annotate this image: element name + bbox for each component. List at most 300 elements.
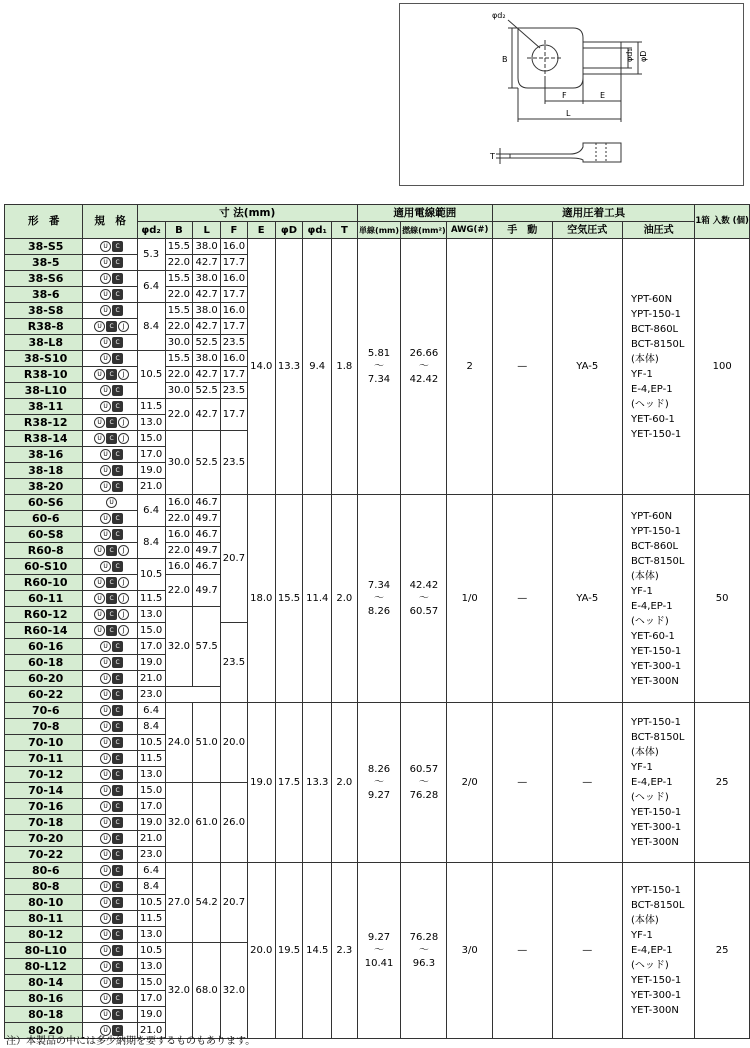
model-cell: 70-12 bbox=[5, 767, 83, 783]
csa-mark: C bbox=[106, 625, 117, 636]
d1-cell: 14.5 bbox=[303, 863, 332, 1039]
csa-mark: C bbox=[112, 529, 123, 540]
csa-mark: C bbox=[112, 897, 123, 908]
std-marks bbox=[100, 833, 124, 844]
header-B: B bbox=[165, 222, 193, 239]
d2-cell: 19.0 bbox=[137, 815, 165, 831]
model-cell: R60-10 bbox=[5, 575, 83, 591]
std-marks bbox=[94, 577, 130, 588]
t-cell: 2.3 bbox=[332, 863, 358, 1039]
ul-mark: U bbox=[94, 545, 105, 556]
model-cell: 80-11 bbox=[5, 911, 83, 927]
ul-mark: U bbox=[100, 865, 111, 876]
single-wire-cell: 8.26 〜 9.27 bbox=[357, 703, 401, 863]
std-marks bbox=[100, 449, 124, 460]
std-marks bbox=[100, 1009, 124, 1020]
manual-tool-cell: — bbox=[493, 863, 553, 1039]
std-marks bbox=[100, 753, 124, 764]
csa-mark: C bbox=[112, 833, 123, 844]
ul-mark: U bbox=[100, 449, 111, 460]
model-cell: 80-14 bbox=[5, 975, 83, 991]
csa-mark: C bbox=[112, 689, 123, 700]
hydraulic-tool-cell: YPT-150-1 BCT-8150L (本体) YF-1 E-4,EP-1 (ヘッド) YET-150-1 YET-300-1 YET-300N bbox=[623, 703, 695, 863]
ul-mark: U bbox=[100, 289, 111, 300]
model-cell: R38-14 bbox=[5, 431, 83, 447]
ul-mark: U bbox=[100, 929, 111, 940]
std-marks bbox=[100, 673, 124, 684]
b-cell: 32.0 bbox=[165, 607, 193, 687]
model-cell: 38-L8 bbox=[5, 335, 83, 351]
label-F: F bbox=[562, 91, 567, 100]
std-marks bbox=[100, 849, 124, 860]
model-cell: R60-12 bbox=[5, 607, 83, 623]
model-cell: 70-6 bbox=[5, 703, 83, 719]
ul-mark: U bbox=[94, 321, 105, 332]
footnote: 注）本製品の中には多少納期を要するものもあります。 bbox=[6, 1036, 256, 1047]
ul-mark: U bbox=[100, 481, 111, 492]
f-cell: 23.5 bbox=[221, 431, 248, 495]
model-cell: 60-18 bbox=[5, 655, 83, 671]
csa-mark: C bbox=[112, 449, 123, 460]
d2-cell: 19.0 bbox=[137, 655, 165, 671]
model-cell: R38-8 bbox=[5, 319, 83, 335]
d2-cell: 21.0 bbox=[137, 671, 165, 687]
f-cell: 32.0 bbox=[221, 943, 248, 1039]
l-cell: 52.5 bbox=[193, 431, 221, 495]
l-cell: 38.0 bbox=[193, 351, 221, 367]
csa-mark: C bbox=[112, 993, 123, 1004]
csa-mark: C bbox=[112, 673, 123, 684]
csa-mark: C bbox=[112, 401, 123, 412]
t-cell: 2.0 bbox=[332, 495, 358, 703]
csa-mark: C bbox=[106, 417, 117, 428]
std-marks bbox=[100, 817, 124, 828]
model-cell: 80-8 bbox=[5, 879, 83, 895]
b-cell: 15.5 bbox=[165, 351, 193, 367]
b-cell: 22.0 bbox=[165, 511, 193, 527]
std-marks bbox=[100, 353, 124, 364]
model-cell: 80-L10 bbox=[5, 943, 83, 959]
stranded-wire-cell: 42.42 〜 60.57 bbox=[401, 495, 447, 703]
std-marks bbox=[100, 737, 124, 748]
header-stranded: 撚線(mm²) bbox=[401, 222, 447, 239]
csa-mark: C bbox=[112, 513, 123, 524]
ul-mark: U bbox=[94, 577, 105, 588]
d2-cell: 17.0 bbox=[137, 447, 165, 463]
f-cell: 17.7 bbox=[221, 319, 248, 335]
d2-cell: 11.5 bbox=[137, 591, 165, 607]
ul-mark: U bbox=[100, 1009, 111, 1020]
d2-cell: 17.0 bbox=[137, 799, 165, 815]
table-row bbox=[5, 495, 750, 511]
ul-mark: U bbox=[100, 849, 111, 860]
ul-mark: U bbox=[100, 257, 111, 268]
label-T: T bbox=[490, 152, 495, 161]
label-B: B bbox=[502, 55, 508, 64]
awg-cell: 3/0 bbox=[447, 863, 493, 1039]
pneumatic-tool-cell: — bbox=[552, 863, 622, 1039]
ul-mark: U bbox=[94, 625, 105, 636]
standard-cell bbox=[83, 527, 137, 543]
model-cell: 70-11 bbox=[5, 751, 83, 767]
model-cell: 38-16 bbox=[5, 447, 83, 463]
d2-cell: 15.0 bbox=[137, 975, 165, 991]
std-marks bbox=[94, 321, 130, 332]
header-model: 形 番 bbox=[5, 205, 83, 239]
csa-mark: C bbox=[106, 577, 117, 588]
single-wire-cell: 5.81 〜 7.34 bbox=[357, 239, 401, 495]
csa-mark: C bbox=[112, 257, 123, 268]
model-cell: 38-18 bbox=[5, 463, 83, 479]
ul-mark: U bbox=[100, 993, 111, 1004]
std-marks bbox=[94, 545, 130, 556]
model-cell: R38-10 bbox=[5, 367, 83, 383]
csa-mark: C bbox=[112, 289, 123, 300]
std-marks bbox=[100, 913, 124, 924]
jis-mark: J bbox=[118, 577, 129, 588]
b-cell: 22.0 bbox=[165, 399, 193, 431]
ul-mark: U bbox=[100, 913, 111, 924]
csa-mark: C bbox=[112, 929, 123, 940]
jis-mark: J bbox=[118, 609, 129, 620]
l-cell: 38.0 bbox=[193, 303, 221, 319]
d-cell: 15.5 bbox=[275, 495, 303, 703]
standard-cell bbox=[83, 271, 137, 287]
ul-mark: U bbox=[100, 465, 111, 476]
label-phi-d2: φd₂ bbox=[492, 11, 506, 20]
f-cell: 23.5 bbox=[221, 335, 248, 351]
table-row bbox=[5, 703, 750, 719]
l-cell: 38.0 bbox=[193, 239, 221, 255]
t-cell: 1.8 bbox=[332, 239, 358, 495]
d2-cell: 23.0 bbox=[137, 687, 165, 703]
ul-mark: U bbox=[100, 561, 111, 572]
standard-cell bbox=[83, 575, 137, 591]
header-awg: AWG(#) bbox=[447, 222, 493, 239]
stranded-wire-cell: 76.28 〜 96.3 bbox=[401, 863, 447, 1039]
b-cell: 27.0 bbox=[165, 863, 193, 943]
standard-cell bbox=[83, 735, 137, 751]
ul-mark: U bbox=[100, 881, 111, 892]
l-cell: 42.7 bbox=[193, 367, 221, 383]
e-cell: 20.0 bbox=[247, 863, 275, 1039]
d2-cell: 6.4 bbox=[137, 863, 165, 879]
ul-mark: U bbox=[100, 513, 111, 524]
d2-cell: 19.0 bbox=[137, 1007, 165, 1023]
d2-cell: 15.0 bbox=[137, 431, 165, 447]
header-D: φD bbox=[275, 222, 303, 239]
model-cell: 60-11 bbox=[5, 591, 83, 607]
model-cell: R38-12 bbox=[5, 415, 83, 431]
standard-cell bbox=[83, 799, 137, 815]
e-cell: 18.0 bbox=[247, 495, 275, 703]
ul-mark: U bbox=[94, 433, 105, 444]
standard-cell bbox=[83, 303, 137, 319]
jis-mark: J bbox=[118, 417, 129, 428]
terminal-drawing bbox=[400, 4, 743, 185]
standard-cell bbox=[83, 607, 137, 623]
d2-cell: 8.4 bbox=[137, 527, 165, 559]
model-cell: 60-S8 bbox=[5, 527, 83, 543]
ul-mark: U bbox=[100, 337, 111, 348]
csa-mark: C bbox=[112, 785, 123, 796]
std-marks bbox=[100, 929, 124, 940]
ul-mark: U bbox=[100, 945, 111, 956]
csa-mark: C bbox=[112, 769, 123, 780]
standard-cell bbox=[83, 719, 137, 735]
qty-cell: 100 bbox=[695, 239, 750, 495]
model-cell: 38-5 bbox=[5, 255, 83, 271]
ul-mark: U bbox=[100, 641, 111, 652]
std-marks bbox=[100, 865, 124, 876]
ul-mark: U bbox=[100, 801, 111, 812]
standard-cell bbox=[83, 639, 137, 655]
std-marks bbox=[100, 993, 124, 1004]
l-cell: 49.7 bbox=[193, 543, 221, 559]
ul-mark: U bbox=[100, 353, 111, 364]
header-wire-group: 適用電線範囲 bbox=[357, 205, 492, 222]
b-cell: 15.5 bbox=[165, 271, 193, 287]
b-cell: 15.5 bbox=[165, 303, 193, 319]
standard-cell bbox=[83, 863, 137, 879]
d2-cell: 13.0 bbox=[137, 415, 165, 431]
csa-mark: C bbox=[112, 385, 123, 396]
header-pneumatic: 空気圧式 bbox=[552, 222, 622, 239]
header-tool-group: 適用圧着工具 bbox=[493, 205, 695, 222]
model-cell: 38-S10 bbox=[5, 351, 83, 367]
label-phi-D: φD bbox=[639, 50, 648, 62]
model-cell: 80-10 bbox=[5, 895, 83, 911]
csa-mark: C bbox=[112, 353, 123, 364]
standard-cell bbox=[83, 911, 137, 927]
model-cell: 80-16 bbox=[5, 991, 83, 1007]
standard-cell bbox=[83, 815, 137, 831]
ul-mark: U bbox=[100, 401, 111, 412]
d2-cell: 10.5 bbox=[137, 351, 165, 399]
model-cell: 38-20 bbox=[5, 479, 83, 495]
csa-mark: C bbox=[106, 321, 117, 332]
d2-cell: 23.0 bbox=[137, 847, 165, 863]
b-cell: 22.0 bbox=[165, 319, 193, 335]
standard-cell bbox=[83, 943, 137, 959]
model-cell: 38-11 bbox=[5, 399, 83, 415]
std-marks bbox=[94, 609, 130, 620]
ul-mark: U bbox=[100, 273, 111, 284]
b-cell: 30.0 bbox=[165, 383, 193, 399]
b-cell: 16.0 bbox=[165, 527, 193, 543]
d2-cell: 8.4 bbox=[137, 879, 165, 895]
model-cell: 60-6 bbox=[5, 511, 83, 527]
csa-mark: C bbox=[112, 241, 123, 252]
standard-cell bbox=[83, 879, 137, 895]
std-marks bbox=[100, 305, 124, 316]
standard-cell bbox=[83, 351, 137, 367]
csa-mark: C bbox=[112, 561, 123, 572]
model-cell: R60-14 bbox=[5, 623, 83, 639]
ul-mark: U bbox=[106, 497, 117, 508]
b-cell: 30.0 bbox=[165, 335, 193, 351]
standard-cell bbox=[83, 959, 137, 975]
d2-cell: 21.0 bbox=[137, 831, 165, 847]
header-manual: 手 動 bbox=[493, 222, 553, 239]
header-d1: φd₁ bbox=[303, 222, 332, 239]
standard-cell bbox=[83, 623, 137, 639]
d2-cell: 5.3 bbox=[137, 239, 165, 271]
std-marks bbox=[100, 641, 124, 652]
standard-cell bbox=[83, 255, 137, 271]
d1-cell: 13.3 bbox=[303, 703, 332, 863]
std-marks bbox=[100, 769, 124, 780]
ul-mark: U bbox=[100, 385, 111, 396]
std-marks bbox=[100, 945, 124, 956]
l-cell: 42.7 bbox=[193, 287, 221, 303]
t-cell: 2.0 bbox=[332, 703, 358, 863]
l-cell: 54.2 bbox=[193, 863, 221, 943]
standard-cell bbox=[83, 991, 137, 1007]
std-marks bbox=[100, 401, 124, 412]
std-marks bbox=[100, 289, 124, 300]
std-marks bbox=[100, 961, 124, 972]
d2-cell: 6.4 bbox=[137, 271, 165, 303]
spec-table bbox=[4, 204, 750, 1039]
model-cell: 70-8 bbox=[5, 719, 83, 735]
csa-mark: C bbox=[112, 273, 123, 284]
model-cell: 80-18 bbox=[5, 1007, 83, 1023]
model-cell: 80-6 bbox=[5, 863, 83, 879]
ul-mark: U bbox=[100, 897, 111, 908]
label-E: E bbox=[600, 91, 606, 100]
header-E: E bbox=[247, 222, 275, 239]
standard-cell bbox=[83, 1007, 137, 1023]
standard-cell bbox=[83, 831, 137, 847]
header-F: F bbox=[221, 222, 248, 239]
f-cell: 17.7 bbox=[221, 255, 248, 271]
ul-mark: U bbox=[100, 721, 111, 732]
std-marks bbox=[94, 369, 130, 380]
l-cell: 46.7 bbox=[193, 527, 221, 543]
std-marks bbox=[100, 241, 124, 252]
d2-cell: 13.0 bbox=[137, 767, 165, 783]
model-cell: 38-S8 bbox=[5, 303, 83, 319]
std-marks bbox=[100, 801, 124, 812]
d-cell: 17.5 bbox=[275, 703, 303, 863]
csa-mark: C bbox=[106, 433, 117, 444]
csa-mark: C bbox=[112, 721, 123, 732]
header-standard: 規 格 bbox=[83, 205, 137, 239]
table-row bbox=[5, 239, 750, 255]
std-marks bbox=[100, 273, 124, 284]
qty-cell: 50 bbox=[695, 495, 750, 703]
d2-cell: 8.4 bbox=[137, 303, 165, 351]
jis-mark: J bbox=[118, 369, 129, 380]
b-cell: 16.0 bbox=[165, 495, 193, 511]
standard-cell bbox=[83, 447, 137, 463]
d2-cell: 10.5 bbox=[137, 895, 165, 911]
d1-cell: 11.4 bbox=[303, 495, 332, 703]
std-marks bbox=[100, 529, 124, 540]
b-cell: 22.0 bbox=[165, 575, 193, 607]
jis-mark: J bbox=[118, 545, 129, 556]
f-cell: 20.7 bbox=[221, 863, 248, 943]
qty-cell: 25 bbox=[695, 863, 750, 1039]
std-marks bbox=[100, 465, 124, 476]
l-cell: 46.7 bbox=[193, 495, 221, 511]
standard-cell bbox=[83, 543, 137, 559]
csa-mark: C bbox=[112, 865, 123, 876]
d-cell: 13.3 bbox=[275, 239, 303, 495]
standard-cell bbox=[83, 591, 137, 607]
standard-cell bbox=[83, 319, 137, 335]
e-cell: 19.0 bbox=[247, 703, 275, 863]
d2-cell: 13.0 bbox=[137, 927, 165, 943]
csa-mark: C bbox=[112, 737, 123, 748]
csa-mark: C bbox=[112, 817, 123, 828]
l-cell: 52.5 bbox=[193, 335, 221, 351]
std-marks bbox=[94, 433, 130, 444]
csa-mark: C bbox=[112, 913, 123, 924]
l-cell: 42.7 bbox=[193, 255, 221, 271]
csa-mark: C bbox=[112, 1025, 123, 1036]
single-wire-cell: 9.27 〜 10.41 bbox=[357, 863, 401, 1039]
l-cell: 49.7 bbox=[193, 575, 221, 607]
pneumatic-tool-cell: — bbox=[552, 703, 622, 863]
standard-cell bbox=[83, 783, 137, 799]
model-cell: 80-L12 bbox=[5, 959, 83, 975]
f-cell: 20.0 bbox=[221, 703, 248, 783]
d2-cell: 10.5 bbox=[137, 943, 165, 959]
d2-cell: 17.0 bbox=[137, 639, 165, 655]
header-hydraulic: 油圧式 bbox=[623, 222, 695, 239]
jis-mark: J bbox=[118, 625, 129, 636]
f-cell: 16.0 bbox=[221, 351, 248, 367]
standard-cell bbox=[83, 767, 137, 783]
standard-cell bbox=[83, 687, 137, 703]
model-cell: R60-8 bbox=[5, 543, 83, 559]
awg-cell: 1/0 bbox=[447, 495, 493, 703]
b-cell: 32.0 bbox=[165, 943, 193, 1039]
ul-mark: U bbox=[94, 417, 105, 428]
header-T: T bbox=[332, 222, 358, 239]
std-marks bbox=[100, 721, 124, 732]
header-qty: 1箱 入数 (個) bbox=[695, 205, 750, 239]
f-cell: 23.5 bbox=[221, 623, 248, 703]
standard-cell bbox=[83, 479, 137, 495]
manual-tool-cell: — bbox=[493, 495, 553, 703]
standard-cell bbox=[83, 703, 137, 719]
standard-cell bbox=[83, 927, 137, 943]
d2-cell: 10.5 bbox=[137, 559, 165, 591]
d2-cell: 15.0 bbox=[137, 623, 165, 639]
ul-mark: U bbox=[100, 833, 111, 844]
csa-mark: C bbox=[112, 657, 123, 668]
d2-cell: 19.0 bbox=[137, 463, 165, 479]
header-d2: φd₂ bbox=[137, 222, 165, 239]
std-marks bbox=[100, 561, 124, 572]
standard-cell bbox=[83, 367, 137, 383]
spec-body bbox=[5, 239, 750, 1039]
ul-mark: U bbox=[100, 785, 111, 796]
std-marks bbox=[94, 625, 130, 636]
csa-mark: C bbox=[112, 465, 123, 476]
hydraulic-tool-cell: YPT-60N YPT-150-1 BCT-860L BCT-8150L (本体) YF-1 E-4,EP-1 (ヘッド) YET-60-1 YET-150-1 bbox=[623, 239, 695, 495]
l-cell: 38.0 bbox=[193, 271, 221, 287]
qty-cell: 25 bbox=[695, 703, 750, 863]
model-cell: 38-6 bbox=[5, 287, 83, 303]
l-cell: 46.7 bbox=[193, 559, 221, 575]
ul-mark: U bbox=[100, 529, 111, 540]
csa-mark: C bbox=[112, 305, 123, 316]
b-cell: 22.0 bbox=[165, 287, 193, 303]
